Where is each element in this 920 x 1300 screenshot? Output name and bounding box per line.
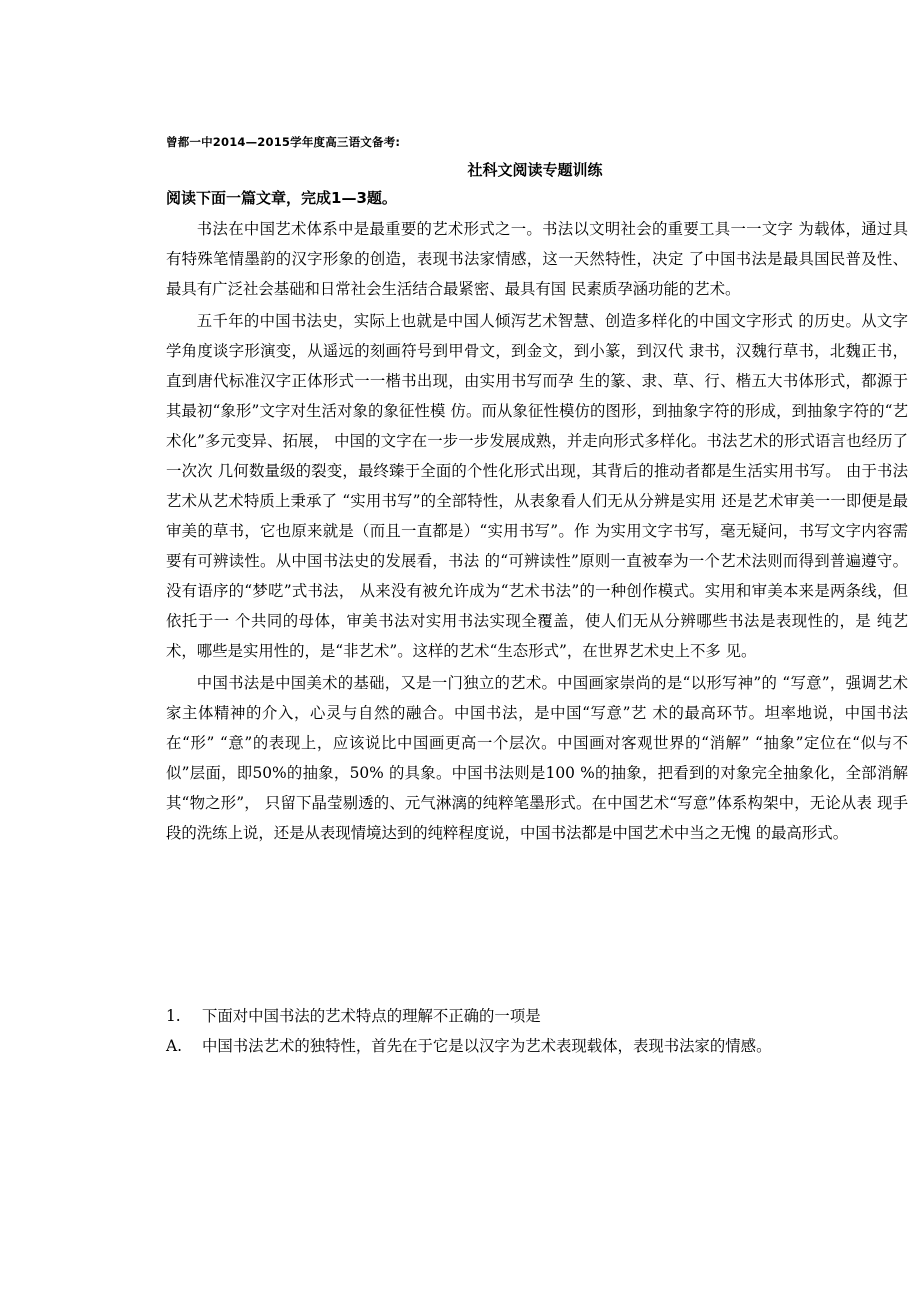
article-paragraph-1: 书法在中国艺术体系中是最重要的艺术形式之一。书法以文明社会的重要工具一一文字 为载体，通过具有特殊笔情墨韵的汉字形象的创造，表现书法家情感，这一天然特性，决定 了中国书法是最具国民普及性、最具有广泛社会基础和日常社会生活结合最紧密、最具有国 民素质孕涵功能的艺术。 [166,220,908,298]
reading-instruction: 阅读下面一篇文章，完成1—3题。 [166,189,397,207]
article-body [166,214,908,850]
option-text: 中国书法艺术的独特性，首先在于它是以汉字为艺术表现载体，表现书法家的情感。 [202,1037,772,1055]
question-text: 下面对中国书法的艺术特点的理解不正确的一项是 [202,1007,541,1025]
header-note: 曾都一中2014—2015学年度高三语文备考: [166,135,401,149]
option-letter: A. [166,1037,183,1055]
option-a [166,1034,908,1056]
page-title: 社科文阅读专题训练 [467,161,603,179]
question-number: 1. [166,1007,181,1025]
question-1 [166,1004,908,1026]
article-paragraph-3: 中国书法是中国美术的基础，又是一门独立的艺术。中国画家崇尚的是“以形写神”的 “写意”，强调艺术家主体精神的介入，心灵与自然的融合。中国书法，是中国“写意”艺 术的最高环节。坦率地说，中国书法在“形” “意”的表现上，应该说比中国画更高一个层次。中国画对客观世界的“消解” “抽象”定位在“似与不似”层面，即50%的抽象，50% 的具象。中国书法则是100 %的抽象，把看到的对象完全抽象化，全部消解其“物之形”， 只留下晶莹剔透的、元气淋漓的纯粹笔墨形式。在中国艺术“写意”体系构架中，无论从表 现手段的洗练上说，还是从表现情境达到的纯粹程度说，中国书法都是中国艺术中当之无愧 的最高形式。 [166,674,908,842]
article-paragraph-2: 五千年的中国书法史，实际上也就是中国人倾泻艺术智慧、创造多样化的中国文字形式 的历史。从文字学角度谈字形演变，从遥远的刻画符号到甲骨文，到金文，到小篆，到汉代 隶书，汉魏行草书，北魏正书，直到唐代标准汉字正体形式一一楷书出现，由实用书写而孕 生的篆、隶、草、行、楷五大书体形式，都源于其最初“象形”文字对生活对象的象征性模 仿。而从象征性模仿的图形，到抽象字符的形成，到抽象字符的“艺术化”多元变异、拓展， 中国的文字在一步一步发展成熟，并走向形式多样化。书法艺术的形式语言也经历了一次次 几何数量级的裂变，最终臻于全面的个性化形式出现，其背后的推动者都是生活实用书写。 由于书法艺术从艺术特质上秉承了 “实用书写”的全部特性，从表象看人们无从分辨是实用 还是艺术审美一一即便是最审美的草书，它也原来就是（而且一直都是）“实用书写”。作 为实用文字书写，毫无疑问，书写文字内容需要有可辨读性。从中国书法史的发展看，书法 的“可辨读性”原则一直被奉为一个艺术法则而得到普遍遵守。没有语序的“梦呓”式书法， 从来没有被允许成为“艺术书法”的一种创作模式。实用和审美本来是两条线，但依托于一 个共同的母体，审美书法对实用书法实现全覆盖，使人们无从分辨哪些书法是表现性的，是 纯艺术，哪些是实用性的，是“非艺术”。这样的艺术“生态形式”，在世界艺术史上不多 见。 [166,312,908,660]
